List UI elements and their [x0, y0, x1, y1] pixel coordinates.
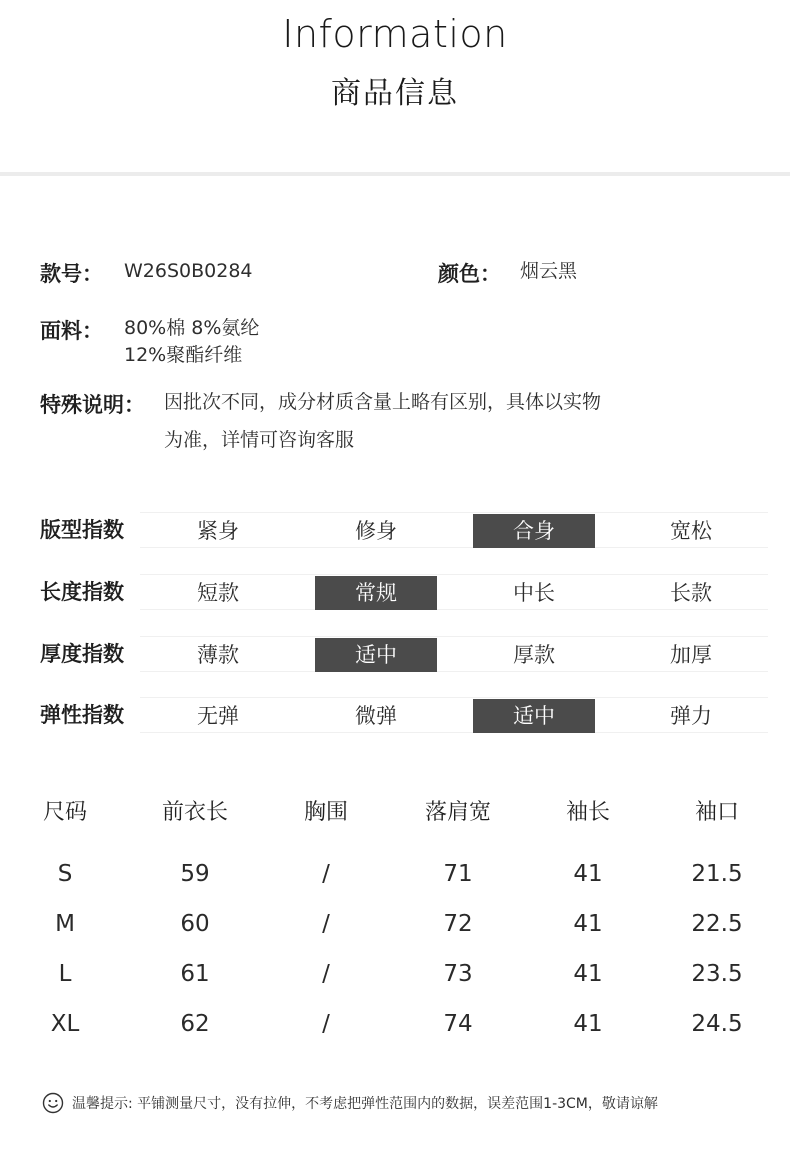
- size-table-cell: 60: [180, 911, 210, 937]
- size-table-cell: 73: [443, 961, 473, 987]
- size-table-cell: 41: [573, 911, 603, 937]
- color-label: 颜色：: [438, 262, 501, 286]
- index-option-selected: 适中: [473, 699, 595, 733]
- index-options-track: [140, 697, 768, 733]
- style-no-value: W26S0B0284: [124, 260, 253, 282]
- size-table-cell: L: [58, 961, 72, 987]
- size-table-cell: M: [55, 911, 75, 937]
- index-option: 中长: [513, 581, 555, 605]
- index-options-track: [140, 512, 768, 548]
- index-option: 宽松: [670, 519, 712, 543]
- size-table-cell: 41: [573, 1011, 603, 1037]
- index-option: 长款: [670, 581, 712, 605]
- page-title-cn: 商品信息: [331, 76, 459, 111]
- index-row-label: 厚度指数: [40, 642, 124, 666]
- index-option: 薄款: [197, 643, 239, 667]
- size-table-cell: /: [322, 861, 330, 887]
- size-table-cell: 72: [443, 911, 473, 937]
- size-table-cell: /: [322, 961, 330, 987]
- special-note-line-1: 因批次不同，成分材质含量上略有区别，具体以实物: [164, 391, 602, 413]
- size-table-cell: 71: [443, 861, 473, 887]
- size-table-header: 前衣长: [161, 800, 228, 825]
- fabric-label: 面料：: [40, 319, 103, 343]
- size-table-header: 胸围: [303, 800, 348, 825]
- page-title-en: Information: [282, 12, 508, 56]
- size-table-header: 落肩宽: [424, 800, 491, 825]
- index-option: 无弹: [197, 704, 239, 728]
- size-table-cell: 23.5: [691, 961, 743, 987]
- size-table-cell: 24.5: [691, 1011, 743, 1037]
- size-table-cell: 41: [573, 961, 603, 987]
- index-option: 加厚: [670, 643, 712, 667]
- index-options-track: [140, 636, 768, 672]
- special-note-label: 特殊说明：: [40, 393, 145, 417]
- tip-note-text: 温馨提示: 平铺测量尺寸，没有拉伸，不考虑把弹性范围内的数据，误差范围1-3CM，敬请谅解: [72, 1096, 658, 1112]
- size-table-header: 尺码: [42, 800, 87, 825]
- index-option: 厚款: [513, 643, 555, 667]
- index-option-selected: 合身: [473, 514, 595, 548]
- size-table-header: 袖口: [694, 800, 739, 825]
- size-table-cell: 59: [180, 861, 210, 887]
- size-table-cell: 21.5: [691, 861, 743, 887]
- index-row-label: 长度指数: [40, 580, 124, 604]
- index-option: 修身: [355, 519, 397, 543]
- index-row: [0, 574, 790, 610]
- index-option-selected: 适中: [315, 638, 437, 672]
- index-row: [0, 636, 790, 672]
- index-option: 短款: [197, 581, 239, 605]
- size-table-cell: 61: [180, 961, 210, 987]
- style-no-label: 款号：: [40, 262, 103, 286]
- index-option: 弹力: [670, 704, 712, 728]
- smile-icon: [42, 1092, 64, 1114]
- size-table-cell: /: [322, 1011, 330, 1037]
- size-table-cell: 22.5: [691, 911, 743, 937]
- fabric-line-2: 12%聚酯纤维: [124, 344, 243, 366]
- index-option-selected: 常规: [315, 576, 437, 610]
- index-option: 微弹: [355, 704, 397, 728]
- special-note-line-2: 为准，详情可咨询客服: [164, 429, 355, 451]
- size-table-cell: 41: [573, 861, 603, 887]
- index-row: [0, 697, 790, 733]
- index-row: [0, 512, 790, 548]
- header-divider: [0, 172, 790, 176]
- size-table-cell: /: [322, 911, 330, 937]
- size-table-cell: XL: [50, 1011, 80, 1037]
- size-table-header: 袖长: [565, 800, 610, 825]
- index-options-track: [140, 574, 768, 610]
- index-row-label: 弹性指数: [40, 703, 124, 727]
- index-row-label: 版型指数: [40, 518, 124, 542]
- size-table-cell: 62: [180, 1011, 210, 1037]
- index-option: 紧身: [197, 519, 239, 543]
- fabric-line-1: 80%棉 8%氨纶: [124, 317, 260, 339]
- size-table-cell: S: [57, 861, 73, 887]
- tip-note: [42, 1090, 658, 1116]
- color-value: 烟云黑: [520, 260, 578, 282]
- size-table-cell: 74: [443, 1011, 473, 1037]
